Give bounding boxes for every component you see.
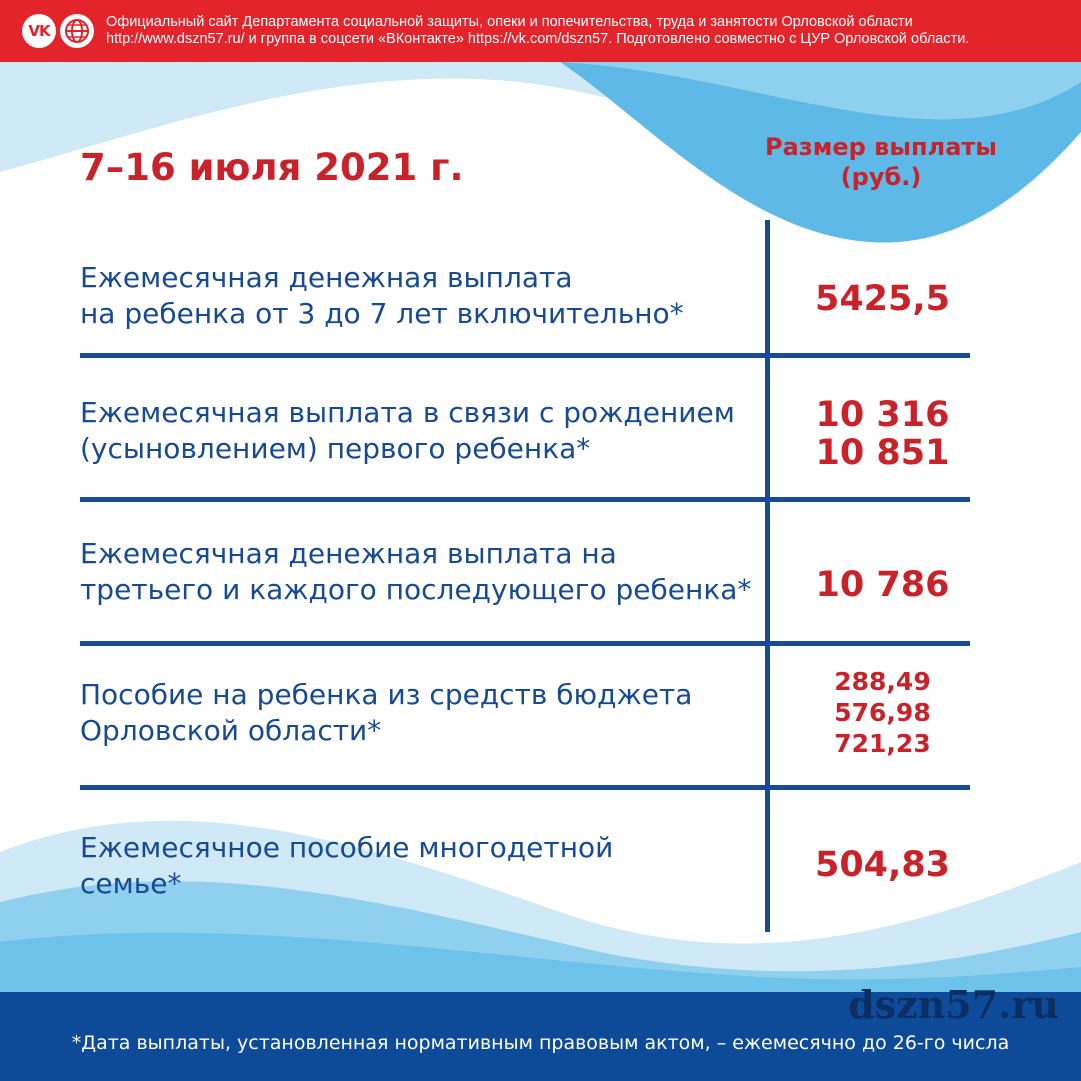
row-divider: [80, 353, 970, 358]
page-title: 7–16 июля 2021 г.: [80, 146, 464, 189]
row-label-line: третьего и каждого последующего ребенка*: [80, 573, 752, 606]
column-header: [756, 132, 1006, 192]
row-label: [80, 677, 760, 749]
site-watermark[interactable]: dszn57.ru: [848, 982, 1059, 1027]
row-label-line: Орловской области*: [80, 714, 382, 747]
row-label-line: Ежемесячная выплата в связи с рождением: [80, 396, 735, 429]
row-label-line: на ребенка от 3 до 7 лет включительно*: [80, 297, 684, 330]
row-value-line: 5425,5: [814, 279, 951, 319]
row-value-line: 10 316: [815, 395, 950, 435]
header-text: [106, 14, 1076, 48]
row-label-line: семье*: [80, 867, 182, 900]
row-label: [80, 830, 760, 902]
row-label-line: Пособие на ребенка из средств бюджета: [80, 678, 693, 711]
row-value: [775, 566, 990, 604]
row-value-line: 504,83: [814, 845, 951, 885]
table-vertical-divider: [765, 220, 770, 932]
row-label: [80, 536, 760, 608]
vk-icon[interactable]: VK: [22, 14, 56, 48]
footnote: *Дата выплаты, установленная нормативным правовым актом, – ежемесячно до 26-го числа: [71, 1032, 1010, 1054]
row-value-line: 576,98: [834, 698, 931, 727]
row-value-line: 721,23: [834, 729, 931, 758]
globe-icon[interactable]: [60, 14, 94, 48]
row-value: [775, 396, 990, 472]
header-line-1: Официальный сайт Департамента социальной защиты, опеки и попечительства, труда и занятости Орловской области: [106, 14, 913, 30]
column-header-line-2: (руб.): [840, 163, 922, 191]
header-line-2[interactable]: http://www.dszn57.ru/ и группа в соцсети «ВКонтакте» https://vk.com/dszn57. Подготовлено совместно с ЦУР Орловской области.: [106, 31, 970, 47]
row-label-line: Ежемесячная денежная выплата: [80, 261, 573, 294]
row-value: [775, 280, 990, 318]
row-value: [775, 666, 990, 759]
row-value-line: 10 851: [815, 433, 950, 473]
row-divider: [80, 785, 970, 790]
row-label-line: (усыновлением) первого ребенка*: [80, 432, 591, 465]
row-value: [775, 846, 990, 884]
row-value-line: 10 786: [815, 565, 950, 605]
row-label-line: Ежемесячное пособие многодетной: [80, 831, 614, 864]
row-divider: [80, 641, 970, 646]
column-header-line-1: Размер выплаты: [764, 133, 998, 161]
row-value-line: 288,49: [834, 667, 931, 696]
row-divider: [80, 497, 970, 502]
row-label: [80, 260, 760, 332]
row-label: [80, 395, 760, 467]
header-bar: [0, 0, 1081, 62]
row-label-line: Ежемесячная денежная выплата на: [80, 537, 617, 570]
